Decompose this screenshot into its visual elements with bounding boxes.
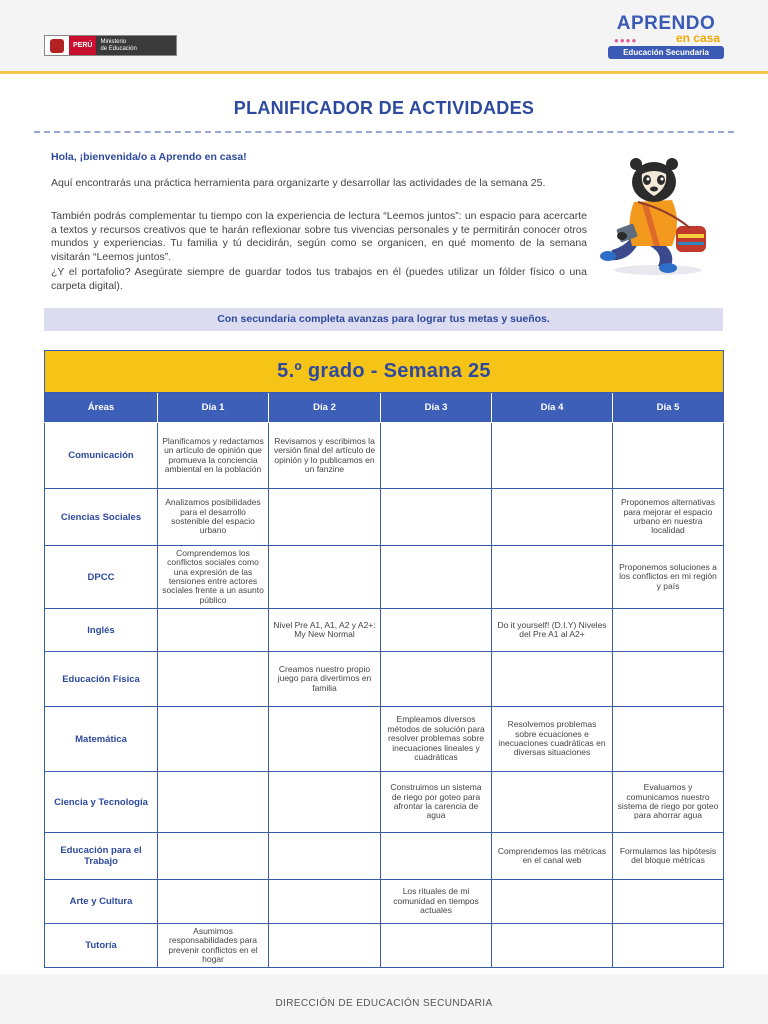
activity-cell: Comprendemos las métricas en el canal web [492,833,613,880]
activity-cell [269,924,381,968]
activity-cell [492,546,613,609]
area-cell: Ciencia y Tecnología [45,772,158,833]
header-bar [0,0,768,74]
activity-cell: Empleamos diversos métodos de solución para resolver problemas sobre inecuaciones lineales y cuadráticas [381,707,492,772]
minedu-line1: Ministerio [100,38,127,45]
area-cell: Educación para el Trabajo [45,833,158,880]
table-row [45,609,724,652]
activity-cell [381,924,492,968]
activity-cell [613,707,724,772]
activity-cell: Formulamos las hipótesis del bloque métricas [613,833,724,880]
area-cell: Inglés [45,609,158,652]
logo-tag: Educación Secundaria [608,46,724,59]
grade-week-title: 5.º grado - Semana 25 [45,351,724,393]
activity-cell [158,833,269,880]
logo-dots-icon: ●●●● [614,36,638,45]
activity-cell [492,489,613,546]
header-day-1: Día 1 [158,393,269,423]
header-day-2: Día 2 [269,393,381,423]
activity-cell [269,833,381,880]
coat-of-arms-icon [45,36,69,55]
table-row [45,423,724,489]
activity-cell: Los rituales de mi comunidad en tiempos actuales [381,880,492,924]
intro-paragraph-2: También podrás complementar tu tiempo con la experiencia de lectura “Leemos juntos”: un espacio para acercarte a textos y recursos creativos que te harán reflexionar sobre tus vivencias personales y te permitirán conocer otros mundos y experiencias. Tu familia y tú decidirán, según como se organicen, en qué momento de la semana visitarán “Leemos juntos”. [51,210,587,263]
table-row [45,924,724,968]
aprendo-en-casa-logo [608,14,724,60]
activity-cell [381,423,492,489]
footer-bar [0,974,768,1024]
activity-cell [492,652,613,707]
table-row [45,546,724,609]
header-day-3: Día 3 [381,393,492,423]
activity-cell [269,546,381,609]
area-cell: Matemática [45,707,158,772]
activity-cell: Proponemos soluciones a los conflictos en mi región y país [613,546,724,609]
activity-cell: Planificamos y redactamos un artículo de opinión que promueva la conciencia ambiental en la población [158,423,269,489]
activity-cell [381,489,492,546]
minedu-country: PERÚ [69,36,96,55]
logo-sub: en casa [675,31,720,45]
table-row [45,489,724,546]
table-row [45,833,724,880]
activity-cell [158,707,269,772]
minedu-logo [44,35,177,56]
activity-cell: Analizamos posibilidades para el desarrollo sostenible del espacio urbano [158,489,269,546]
footer-text: DIRECCIÓN DE EDUCACIÓN SECUNDARIA [275,998,493,1009]
schedule-table [44,350,724,968]
area-cell: Arte y Cultura [45,880,158,924]
intro-paragraph-3: ¿Y el portafolio? Asegúrate siempre de guardar todos tus trabajos en él (puedes utilizar un fólder físico o una carpeta digital). [51,266,587,292]
greeting: Hola, ¡bienvenida/o a Aprendo en casa! [51,151,247,163]
logo-word: APRENDO [616,13,716,34]
activity-cell: Creamos nuestro propio juego para divertirnos en familia [269,652,381,707]
table-row [45,880,724,924]
activity-cell [158,772,269,833]
area-cell: Comunicación [45,423,158,489]
activity-cell [269,880,381,924]
activity-cell: Proponemos alternativas para mejorar el espacio urbano en nuestra localidad [613,489,724,546]
activity-cell [613,609,724,652]
activity-cell [492,423,613,489]
header-divider [0,71,768,74]
page-title: PLANIFICADOR DE ACTIVIDADES [233,98,535,118]
table-row [45,652,724,707]
header-day-4: Día 4 [492,393,613,423]
motivation-banner: Con secundaria completa avanzas para lograr tus metas y sueños. [44,308,723,331]
header-day-5: Día 5 [613,393,724,423]
title-divider [34,131,734,133]
area-cell: Tutoría [45,924,158,968]
table-header-row [45,393,724,423]
minedu-name [96,36,176,55]
area-cell: DPCC [45,546,158,609]
activity-cell [269,489,381,546]
table-row [45,707,724,772]
header-areas: Áreas [45,393,158,423]
activity-cell [381,609,492,652]
intro-paragraph-1: Aquí encontrarás una práctica herramienta para organizarte y desarrollar las actividades de la semana 25. [51,177,546,189]
activity-cell [158,880,269,924]
activity-cell [158,652,269,707]
activity-cell [613,652,724,707]
activity-cell [158,609,269,652]
activity-cell: Resolvemos problemas sobre ecuaciones e inecuaciones cuadráticas en diversas situaciones [492,707,613,772]
activity-cell [381,546,492,609]
activity-cell: Construimos un sistema de riego por goteo para afrontar la carencia de agua [381,772,492,833]
activity-cell [269,772,381,833]
area-cell: Educación Física [45,652,158,707]
area-cell: Ciencias Sociales [45,489,158,546]
activity-cell: Comprendemos los conflictos sociales como una expresión de las tensiones entre actores sociales frente a un asunto público [158,546,269,609]
activity-cell: Evaluamos y comunicamos nuestro sistema de riego por goteo para ahorrar agua [613,772,724,833]
activity-cell [613,423,724,489]
activity-cell [269,707,381,772]
activity-cell: Nivel Pre A1, A1, A2 y A2+: My New Normal [269,609,381,652]
bear-mascot-illustration [598,152,716,276]
activity-cell [381,833,492,880]
activity-cell [613,880,724,924]
activity-cell [492,924,613,968]
activity-cell [492,772,613,833]
activity-cell [492,880,613,924]
activity-cell: Do it yourself! (D.I.Y) Niveles del Pre A1 al A2+ [492,609,613,652]
table-row [45,772,724,833]
activity-cell: Revisamos y escribimos la versión final del artículo de opinión y lo publicamos en un fanzine [269,423,381,489]
activity-cell: Asumimos responsabilidades para prevenir conflictos en el hogar [158,924,269,968]
activity-cell [613,924,724,968]
activity-cell [381,652,492,707]
minedu-line2: de Educación [100,45,137,52]
